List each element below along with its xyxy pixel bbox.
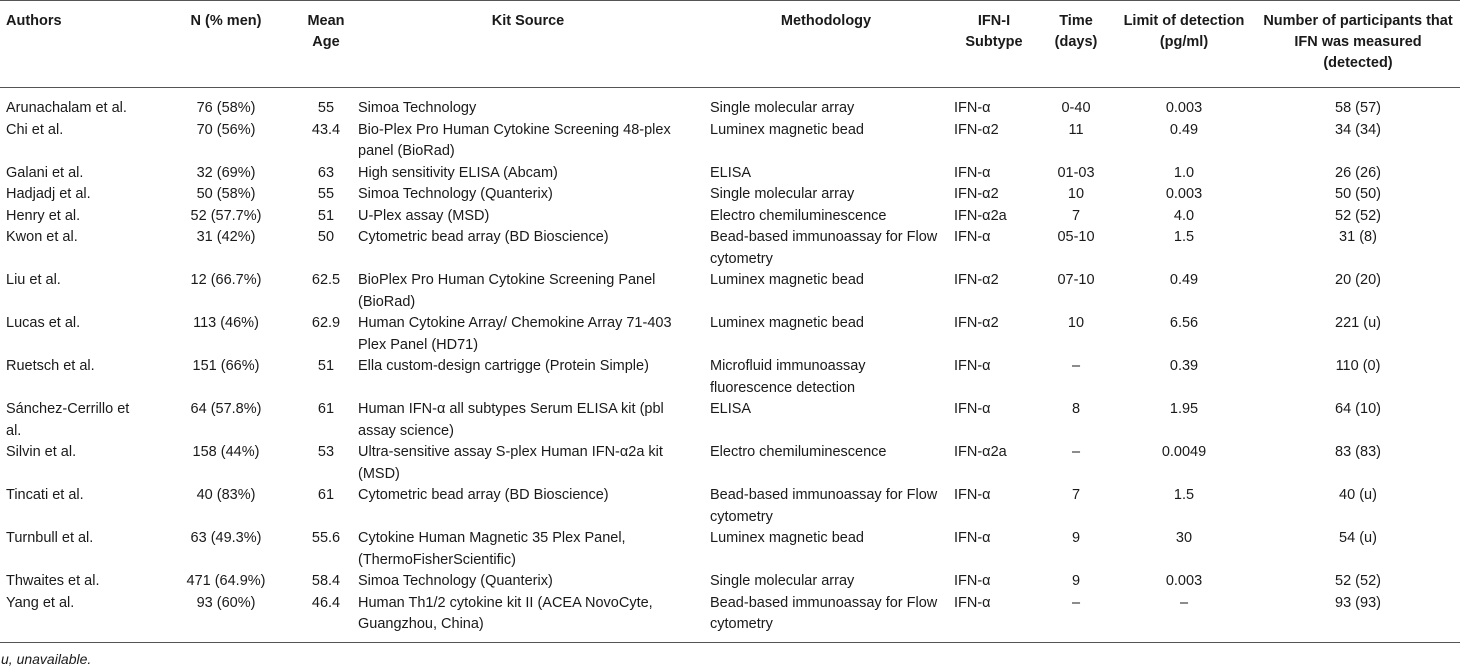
cell-ifn-subtype: IFN-α — [954, 358, 991, 374]
cell-ifn-subtype: IFN-α2a — [954, 444, 1007, 460]
cell-n-men: 64 (57.8%) — [190, 401, 262, 417]
cell-kit-source: Simoa Technology — [358, 100, 477, 116]
cell-time-days: 0-40 — [1061, 100, 1091, 116]
table-row — [0, 485, 1460, 528]
cell-authors: Kwon et al. — [6, 229, 78, 245]
cell-authors: Lucas et al. — [6, 315, 81, 331]
table-body — [0, 88, 1460, 643]
cell-methodology: Electro chemiluminescence — [710, 444, 887, 460]
cell-ifn-subtype: IFN-α — [954, 530, 991, 546]
cell-limit-of-detection: 1.5 — [1173, 229, 1195, 245]
table-row — [0, 442, 1460, 485]
cell-methodology: ELISA — [710, 164, 752, 181]
cell-authors: Ruetsch et al. — [6, 358, 95, 374]
cell-time-days: 01-03 — [1057, 164, 1095, 181]
cell-authors: Chi et al. — [6, 121, 64, 138]
cell-n-men: 63 (49.3%) — [190, 530, 262, 546]
cell-kit-source: Bio-Plex Pro Human Cytokine Screening 48-plex panel (BioRad) — [358, 121, 671, 159]
cell-methodology: Single molecular array — [710, 100, 855, 116]
cell-limit-of-detection: 1.95 — [1169, 401, 1199, 417]
cell-limit-of-detection: 1.5 — [1173, 487, 1195, 503]
cell-limit-of-detection: 6.56 — [1169, 315, 1199, 331]
header-methodology: Methodology — [704, 1, 948, 88]
cell-time-days: 8 — [1071, 401, 1081, 417]
cell-n-men: 70 (56%) — [196, 121, 256, 138]
cell-participants: 26 (26) — [1335, 164, 1381, 181]
cell-mean-age: 46.4 — [300, 593, 352, 643]
cell-time-days: 05-10 — [1057, 229, 1095, 245]
header-kit-source: Kit Source — [352, 1, 704, 88]
cell-authors: Galani et al. — [6, 164, 84, 181]
cell-time-days: 07-10 — [1057, 272, 1095, 288]
table-header — [0, 1, 1460, 88]
cell-mean-age: 63 — [317, 164, 335, 181]
cell-methodology: Electro chemiluminescence — [710, 207, 887, 224]
cell-n-men: 471 (64.9%) — [186, 573, 266, 589]
table-row — [0, 399, 1460, 442]
cell-methodology: Single molecular array — [710, 573, 855, 589]
table-row — [0, 184, 1460, 206]
cell-participants: 34 (34) — [1335, 121, 1381, 138]
cell-authors: Silvin et al. — [6, 444, 77, 460]
cell-time-days: – — [1071, 444, 1081, 460]
cell-n-men: 93 (60%) — [152, 593, 300, 643]
cell-participants: 52 (52) — [1335, 207, 1381, 224]
cell-limit-of-detection: 0.49 — [1169, 121, 1199, 138]
cell-n-men: 151 (66%) — [192, 358, 260, 374]
cell-kit-source: Simoa Technology (Quanterix) — [358, 186, 553, 202]
cell-authors: Tincati et al. — [6, 487, 84, 503]
cell-mean-age: 55 — [317, 100, 335, 116]
table-row — [0, 571, 1460, 593]
header-authors: Authors — [0, 1, 152, 88]
cell-kit-source: Cytokine Human Magnetic 35 Plex Panel, (ThermoFisherScientific) — [358, 530, 626, 568]
cell-mean-age: 50 — [317, 229, 335, 245]
cell-mean-age: 62.5 — [311, 272, 341, 288]
cell-methodology: ELISA — [710, 401, 752, 417]
header-ifn-subtype: IFN-I Subtype — [948, 1, 1040, 88]
cell-kit-source: Ella custom-design cartrigge (Protein Simple) — [358, 358, 649, 374]
cell-time-days: 9 — [1071, 530, 1081, 546]
cell-kit-source: Human IFN-α all subtypes Serum ELISA kit (pbl assay science) — [358, 401, 664, 439]
cell-methodology: Microfluid immunoassay fluorescence detection — [710, 358, 866, 396]
cell-participants: 58 (57) — [1335, 100, 1381, 116]
table-row — [0, 88, 1460, 120]
cell-ifn-subtype: IFN-α2 — [954, 121, 999, 138]
cell-methodology: Single molecular array — [710, 186, 855, 202]
cell-kit-source: Ultra-sensitive assay S-plex Human IFN-α2a kit (MSD) — [358, 444, 663, 482]
cell-participants: 54 (u) — [1339, 530, 1377, 546]
cell-n-men: 40 (83%) — [196, 487, 256, 503]
cell-methodology: Luminex magnetic bead — [710, 315, 864, 331]
cell-mean-age: 55 — [317, 186, 335, 202]
cell-kit-source: Human Cytokine Array/ Chemokine Array 71-403 Plex Panel (HD71) — [358, 315, 672, 353]
table-row — [0, 120, 1460, 163]
cell-n-men: 31 (42%) — [196, 229, 256, 245]
cell-n-men: 158 (44%) — [192, 444, 260, 460]
cell-limit-of-detection: 4.0 — [1173, 207, 1195, 224]
cell-kit-source: High sensitivity ELISA (Abcam) — [358, 164, 558, 181]
cell-time-days: – — [1071, 358, 1081, 374]
cell-ifn-subtype: IFN-α — [954, 401, 991, 417]
cell-ifn-subtype: IFN-α2 — [954, 315, 999, 331]
table-row — [0, 356, 1460, 399]
cell-limit-of-detection: – — [1112, 593, 1256, 643]
header-limit-of-detection: Limit of detection (pg/ml) — [1112, 1, 1256, 88]
cell-participants: 64 (10) — [1335, 401, 1381, 417]
cell-limit-of-detection: 30 — [1175, 530, 1193, 546]
cell-limit-of-detection: 0.003 — [1165, 573, 1203, 589]
cell-ifn-subtype: IFN-α — [948, 593, 1040, 643]
cell-participants: 20 (20) — [1335, 272, 1381, 288]
cell-participants: 221 (u) — [1335, 315, 1381, 331]
cell-time-days: 7 — [1071, 487, 1081, 503]
cell-mean-age: 58.4 — [311, 573, 341, 589]
cell-authors: Henry et al. — [6, 207, 81, 224]
cell-kit-source: Human Th1/2 cytokine kit II (ACEA NovoCyte, Guangzhou, China) — [352, 593, 704, 643]
header-participants: Number of participants that IFN was measured (detected) — [1256, 1, 1460, 88]
cell-participants: 31 (8) — [1339, 229, 1377, 245]
cell-authors: Arunachalam et al. — [6, 100, 127, 116]
cell-ifn-subtype: IFN-α — [954, 229, 991, 245]
cell-mean-age: 51 — [317, 358, 335, 374]
cell-authors: Sánchez-Cerrillo et al. — [6, 401, 130, 439]
cell-participants: 93 (93) — [1256, 593, 1460, 643]
cell-authors: Liu et al. — [6, 272, 61, 288]
cell-n-men: 50 (58%) — [196, 186, 256, 202]
cell-n-men: 32 (69%) — [196, 164, 256, 181]
header-mean-age: Mean Age — [300, 1, 352, 88]
cell-kit-source: BioPlex Pro Human Cytokine Screening Panel (BioRad) — [358, 272, 656, 310]
table-footnote: u, unavailable. — [1, 650, 92, 667]
cell-ifn-subtype: IFN-α — [954, 487, 991, 503]
header-n-men: N (% men) — [152, 1, 300, 88]
table-row — [0, 313, 1460, 356]
table-row — [0, 227, 1460, 270]
cell-time-days: 11 — [1068, 121, 1084, 138]
cell-methodology: Luminex magnetic bead — [710, 121, 864, 138]
cell-participants: 110 (0) — [1335, 358, 1381, 374]
cell-participants: 50 (50) — [1335, 186, 1381, 202]
cell-mean-age: 55.6 — [311, 530, 341, 546]
cell-mean-age: 61 — [317, 401, 335, 417]
cell-kit-source: Simoa Technology (Quanterix) — [358, 573, 553, 589]
cell-n-men: 113 (46%) — [193, 315, 259, 331]
cell-ifn-subtype: IFN-α2 — [954, 186, 999, 202]
cell-mean-age: 62.9 — [311, 315, 341, 331]
cell-methodology: Luminex magnetic bead — [710, 530, 864, 546]
table-row — [0, 163, 1460, 185]
table-row — [0, 528, 1460, 571]
cell-methodology: Bead-based immunoassay for Flow cytometry — [710, 487, 938, 525]
cell-limit-of-detection: 0.0049 — [1161, 444, 1207, 460]
cell-kit-source: Cytometric bead array (BD Bioscience) — [358, 487, 609, 503]
cell-ifn-subtype: IFN-α — [954, 164, 991, 181]
cell-kit-source: Cytometric bead array (BD Bioscience) — [358, 229, 609, 245]
cell-authors: Hadjadj et al. — [6, 186, 91, 202]
table-row — [0, 206, 1460, 228]
table-row — [0, 270, 1460, 313]
cell-participants: 40 (u) — [1339, 487, 1377, 503]
cell-methodology: Luminex magnetic bead — [710, 272, 864, 288]
cell-time-days: – — [1040, 593, 1112, 643]
cell-mean-age: 51 — [317, 207, 335, 224]
cell-time-days: 9 — [1071, 573, 1081, 589]
cell-time-days: 10 — [1067, 315, 1085, 331]
cell-n-men: 52 (57.7%) — [190, 207, 262, 224]
header-time-days: Time (days) — [1040, 1, 1112, 88]
cell-n-men: 76 (58%) — [196, 100, 256, 116]
cell-participants: 83 (83) — [1335, 444, 1381, 460]
cell-mean-age: 53 — [317, 444, 335, 460]
cell-authors: Thwaites et al. — [6, 573, 100, 589]
cell-mean-age: 43.4 — [311, 121, 341, 138]
cell-authors: Yang et al. — [0, 593, 152, 643]
cell-limit-of-detection: 0.003 — [1165, 100, 1203, 116]
cell-limit-of-detection: 0.39 — [1169, 358, 1199, 374]
cell-ifn-subtype: IFN-α2 — [954, 272, 999, 288]
cell-n-men: 12 (66.7%) — [190, 272, 262, 288]
table-row — [0, 593, 1460, 643]
cell-mean-age: 61 — [317, 487, 335, 503]
cell-participants: 52 (52) — [1335, 573, 1381, 589]
cell-ifn-subtype: IFN-α — [954, 100, 991, 116]
cell-authors: Turnbull et al. — [6, 530, 94, 546]
cell-methodology: Bead-based immunoassay for Flow cytometry — [710, 229, 938, 267]
cell-limit-of-detection: 1.0 — [1173, 164, 1195, 181]
cell-time-days: 7 — [1071, 207, 1081, 224]
cell-limit-of-detection: 0.003 — [1165, 186, 1203, 202]
cell-ifn-subtype: IFN-α — [954, 573, 991, 589]
cell-ifn-subtype: IFN-α2a — [954, 207, 1007, 224]
cell-time-days: 10 — [1067, 186, 1085, 202]
cell-limit-of-detection: 0.49 — [1169, 272, 1199, 288]
cell-methodology: Bead-based immunoassay for Flow cytometry — [704, 593, 948, 643]
cell-kit-source: U-Plex assay (MSD) — [358, 207, 490, 224]
